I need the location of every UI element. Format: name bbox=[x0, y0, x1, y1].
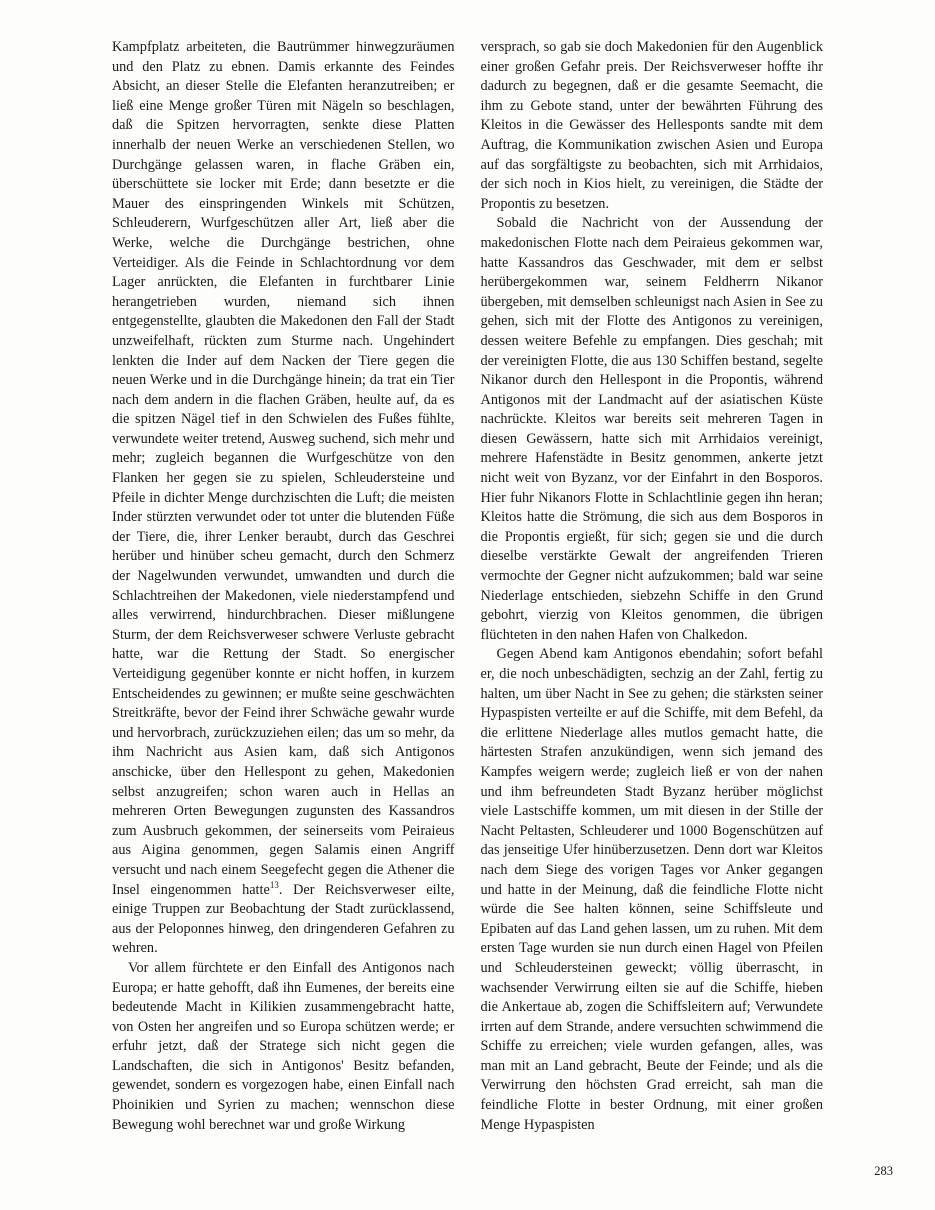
page-number: 283 bbox=[874, 1164, 893, 1178]
footnote-reference: 13 bbox=[269, 879, 279, 890]
text-column-right bbox=[481, 38, 824, 1170]
paragraph: Sobald die Nachricht von der Aussendung der makedonischen Flotte nach dem Peiraieus gekommen war, hatte Kassandros das Geschwader, mit dem er selbst herübergekommen war, seinem Feldherrn Nikanor übergeben, mit demselben schleunigst nach Asien in See zu gehen, sich mit der Flotte des Antigonos zu vereinigen, dessen weitere Befehle zu empfangen. Dies geschah; mit der vereinigten Flotte, die aus 130 Schiffen bestand, segelte Nikanor durch den Hellespont in die Propontis, während Antigonos mit der Landmacht auf der asiatischen Küste nachrückte. Kleitos war bereits seit mehreren Tagen in diesen Gewässern, hatte sich mit Arrhidaios vereinigt, mehrere Hafenstädte in Besitz genommen, ankerte jetzt nicht weit von Byzanz, vor der Einfahrt in den Bosporos. Hier fuhr Nikanors Flotte in Schlachtlinie gegen ihn heran; Kleitos hatte die Strömung, die sich aus dem Bosporos in die Propontis ergießt, für sich; gegen sie und die durch dieselbe verstärkte Gewalt der angreifenden Trieren vermochte der Gegner nicht aufzukommen; bald war seine Niederlage entschieden, siebzehn Schiffe in den Grund gebohrt, vierzig von Kleitos genommen, die übrigen flüchteten in den nahen Hafen von Chalkedon. bbox=[480, 215, 823, 643]
paragraph-text: Kampfplatz arbeiteten, die Bautrümmer hinwegzuräumen und den Platz zu ebnen. Damis erkannte des Feindes Absicht, an dieser Stelle die Elefanten heranzutreiben; er ließ eine Menge großer Türen mit Nägeln so beschlagen, daß die Spitzen hervorragten, senkte diese Platten innerhalb der neuen Werke an verschiedenen Stellen, wo Durchgänge gelassen waren, in flache Gräben ein, überschüttete sie locker mit Erde; dann besetzte er die Mauer des einspringenden Winkels mit Schützen, Schleuderern, Wurfgeschützen aller Art, ließ aber die Werke, welche die Durchgänge bestrichen, ohne Verteidiger. Als die Feinde in Schlachtordnung vor dem Lager anrückten, die Elefanten in furchtbarer Linie herangetrieben wurden, niemand sich ihnen entgegenstellte, glaubten die Makedonen den Fall der Stadt unzweifelhaft, rückten zum Sturme nach. Ungehindert lenkten die Inder auf dem Nacken der Tiere gegen die neuen Werke und in die Durchgänge hinein; da trat ein Tier nach dem andern in die flachen Gräben, heulte auf, da es die spitzen Nägel tief in den Schwielen des Fußes fühlte, verwundete weiter tretend, Ausweg suchend, sich mehr und mehr; zugleich begannen die Wurfgeschütze von den Flanken her gegen sie zu spielen, Schleudersteine und Pfeile in dichter Menge durchzischten die Luft; die meisten Inder stürzten verwundet oder tot unter die blutenden Füße der Tiere, die, ihrer Lenker beraubt, durch das Geschrei herüber und hinüber scheu gemacht, durch den Schmerz der Nagelwunden verwundet, umwandten und durch die Schlachtreihen der Makedonen, viele niederstampfend und alles verwirrend, hindurchbrachen. Dieser mißlungene Sturm, der dem Reichsverweser schwere Verluste gebracht hatte, war die Rettung der Stadt. So energischer Verteidigung gegenüber konnte er nicht hoffen, in kurzem Entscheidendes zu gewinnen; er mußte seine geschwächten Streitkräfte, bevor der Feind ihrer Schwäche gewahr wurde und hervorbrach, zurückzuziehen eilen; das um so mehr, da ihm Nachricht aus Asien kam, daß sich Antigonos anschicke, über den Hellespont zu gehen, Makedonien selbst anzugreifen; schon waren auch in Hellas an mehreren Orten Bewegungen zugunsten des Kassandros zum Ausbruch gekommen, der seinerseits vom Peiraieus aus Aigina genommen, gegen Salamis einen Angriff versucht und nach einem Seegefecht gegen die Athener die Insel eingenommen hatte bbox=[112, 39, 455, 898]
paragraph-continuation: versprach, so gab sie doch Makedonien für den Augenblick einer großen Gefahr preis. Der Reichsverweser hoffte ihr dadurch zu begegnen, daß er die gesamte Seemacht, die ihm zu Gebote stand, unter der bewährten Führung des Kleitos in die Gewässer des Hellesponts sandte mit dem Auftrag, die Kommunikation zwischen Asien und Europa auf das sorgfältigste zu beobachten, sich mit Arrhidaios, der sich noch in Kios hielt, zu vereinigen, die Städte der Propontis zu besetzen. bbox=[480, 39, 823, 212]
paragraph: Vor allem fürchtete er den Einfall des Antigonos nach Europa; er hatte gehofft, daß ihn Eumenes, der bereits eine bedeutende Macht in Kilikien zusammengebracht hatte, von Osten her angreifen und so Europa schützen werde; er erfuhr jetzt, daß der Stratege sich nicht gegen die Landschaften, die sich in Antigonos' Besitz befanden, gewendet, sondern es vorgezogen habe, einen Einfall nach Phoinikien und Syrien zu machen; wennschon diese Bewegung wohl berechnet war und große Wirkung bbox=[112, 959, 455, 1133]
paragraph: Gegen Abend kam Antigonos ebendahin; sofort befahl er, die noch unbeschädigten, sechzig an der Zahl, fertig zu halten, um über Nacht in See zu gehen; die stärksten seiner Hypaspisten verteilte er auf die Schiffe, mit dem Befehl, da die erlittene Niederlage alles mutlos gemacht hatte, die härtesten Strafen anzukündigen, wenn sich jemand des Kampfes weigern werde; zugleich ließ er von der nahen und ihm befreundeten Stadt Byzanz herüber möglichst viele Lastschiffe kommen, um mit diesen in der Stille der Nacht Peltasten, Schleuderer und 1000 Bogenschützen auf das jenseitige Ufer hinüberzusetzen. Denn dort war Kleitos nach dem Siege des vorigen Tages vor Anker gegangen und hatte in der Meinung, daß die feindliche Flotte nicht würde die See halten können, seine Schiffsleute und Epibaten auf das Land gehen lassen, um zu ruhen. Mit dem ersten Tage wurden sie nun durch einen Hagel von Pfeilen und Schleudersteinen geweckt; völlig überrascht, in wachsender Verwirrung eilten sie auf die Schiffe, hieben die Ankertaue ab, zogen die Schiffsleitern auf; Verwundete irrten auf dem Strande, andere versuchten schwimmend die Schiffe zu erreichen; viele wurden gefangen, alles, was man mit an Land gebracht, Beute der Feinde; und als die Verwirrung den höchsten Grad erreicht, sah man die feindliche Flotte in bester Ordnung, mit einer großen Menge Hypaspisten bbox=[480, 646, 823, 1133]
two-column-text-body bbox=[112, 38, 823, 1170]
paragraph-text: . Der Reichsverweser eilte, einige Truppen zur Beobachtung der Stadt zurücklassend, aus der Peloponnes hinweg, den dringenderen Gefahren zu wehren. bbox=[112, 881, 455, 957]
text-column-left bbox=[112, 38, 455, 1170]
paragraph-continuation bbox=[112, 38, 455, 959]
